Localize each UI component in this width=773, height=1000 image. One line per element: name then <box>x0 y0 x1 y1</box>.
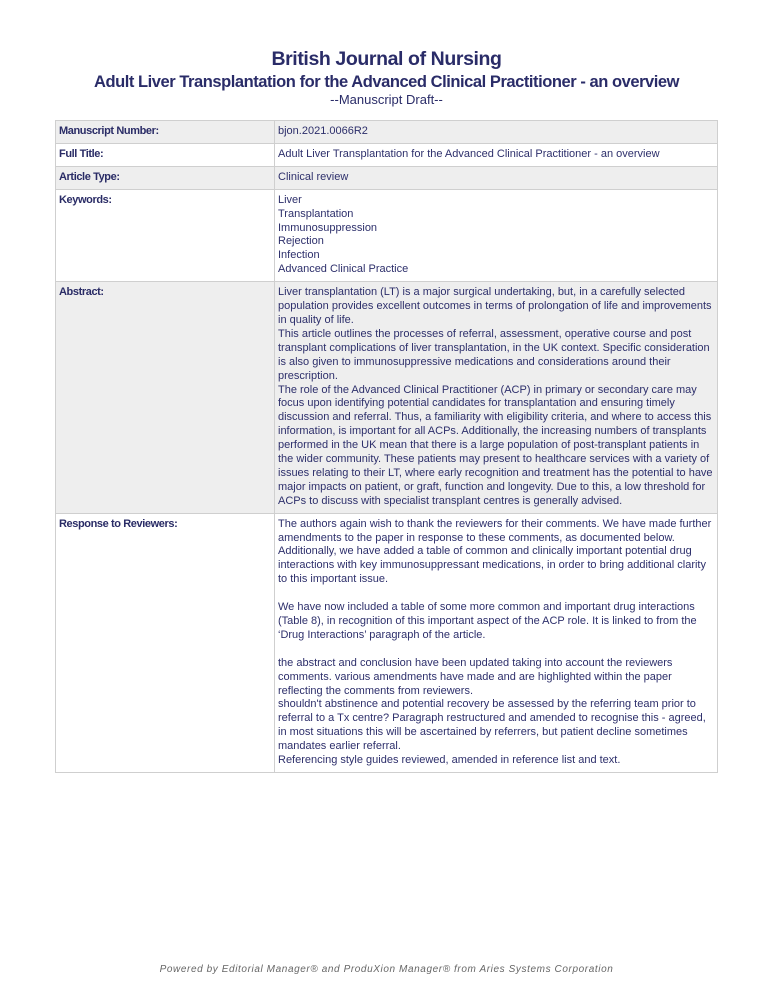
field-label: Article Type: <box>56 166 275 189</box>
row-abstract <box>56 282 718 514</box>
row-article-type <box>56 166 718 189</box>
abstract-value <box>275 282 718 514</box>
field-label: Response to Reviewers: <box>56 513 275 772</box>
response-paragraph: The authors again wish to thank the reviewers for their comments. We have made further amendments to the paper in response to these comments, as documented below. Additionally, we have added a table of common and clinically important potential drug interactions with key immunosuppressant medications, in order to bring additional clarity to this important issue. <box>278 517 712 586</box>
keyword: Liver <box>278 193 302 206</box>
response-paragraph: We have now included a table of some more common and important drug interactions (Table 8), in recognition of this important aspect of the ACP role. It is linked to from the ‘Drug Interactions’ paragraph of the article. <box>278 601 697 641</box>
response-paragraph: Referencing style guides reviewed, amended in reference list and text. <box>278 754 621 767</box>
keyword: Advanced Clinical Practice <box>278 263 409 276</box>
article-title: Adult Liver Transplantation for the Advanced Clinical Practitioner - an overview <box>93 73 680 91</box>
full-title-value: Adult Liver Transplantation for the Advanced Clinical Practitioner - an overview <box>275 143 718 166</box>
spacer <box>278 587 714 601</box>
row-response-to-reviewers <box>56 513 718 772</box>
field-label: Full Title: <box>56 143 275 166</box>
keyword: Transplantation <box>278 207 354 220</box>
row-manuscript-number <box>56 121 718 144</box>
keyword: Rejection <box>278 235 324 248</box>
field-label: Manuscript Number: <box>56 121 275 144</box>
keyword: Immunosuppression <box>278 221 378 234</box>
row-keywords <box>56 189 718 281</box>
field-label: Abstract: <box>56 282 275 514</box>
article-type-value: Clinical review <box>275 166 718 189</box>
manuscript-number-value: bjon.2021.0066R2 <box>275 121 718 144</box>
manuscript-details-table <box>55 120 718 773</box>
response-paragraph: shouldn't abstinence and potential recovery be assessed by the referring team prior to referral to a Tx centre? Paragraph restructured and amended to recognise this - agreed, in most situations this will be ascertained by referrers, but patient decline sometimes mandates earlier referral. <box>278 698 706 753</box>
abstract-paragraph: The role of the Advanced Clinical Practitioner (ACP) in primary or secondary care may focus upon identifying potential candidates for transplantation and ensuring timely discussion and referral. Thus, a familiarity with eligibility criteria, and where to access this information, is important for all ACPs. Additionally, the increasing numbers of transplants performed in the UK mean that there is a large population of post-transplant patients in the wider community. These patients may present to healthcare services with a variety of issues relating to their LT, where early recognition and treatment has the potential to have major impacts on patient, or graft, function and longevity. Due to this, a low threshold for ACPs to discuss with specialist transplant centres is generally advised. <box>278 383 713 507</box>
field-label: Keywords: <box>56 189 275 281</box>
spacer <box>278 643 714 657</box>
keyword: Infection <box>278 249 320 262</box>
footer-powered-by: Powered by Editorial Manager® and ProduXion Manager® from Aries Systems Corporation <box>159 964 614 975</box>
keywords-value <box>275 189 718 281</box>
response-value <box>275 513 718 772</box>
journal-name: British Journal of Nursing <box>271 48 502 70</box>
abstract-paragraph: This article outlines the processes of referral, assessment, operative course and post transplant complications of liver transplantation, in the UK context. Specific consideration is also given to immunosuppressive medications and considerations around their prescription. <box>278 327 710 382</box>
response-paragraph: the abstract and conclusion have been updated taking into account the reviewers comments. various amendments have made and are highlighted within the paper reflecting the comments from reviewers. <box>278 656 673 697</box>
draft-label: --Manuscript Draft-- <box>330 92 443 107</box>
abstract-paragraph: Liver transplantation (LT) is a major surgical undertaking, but, in a carefully selected population provides excellent outcomes in terms of prolongation of life and improvements in quality of life. <box>278 286 712 326</box>
row-full-title <box>56 143 718 166</box>
